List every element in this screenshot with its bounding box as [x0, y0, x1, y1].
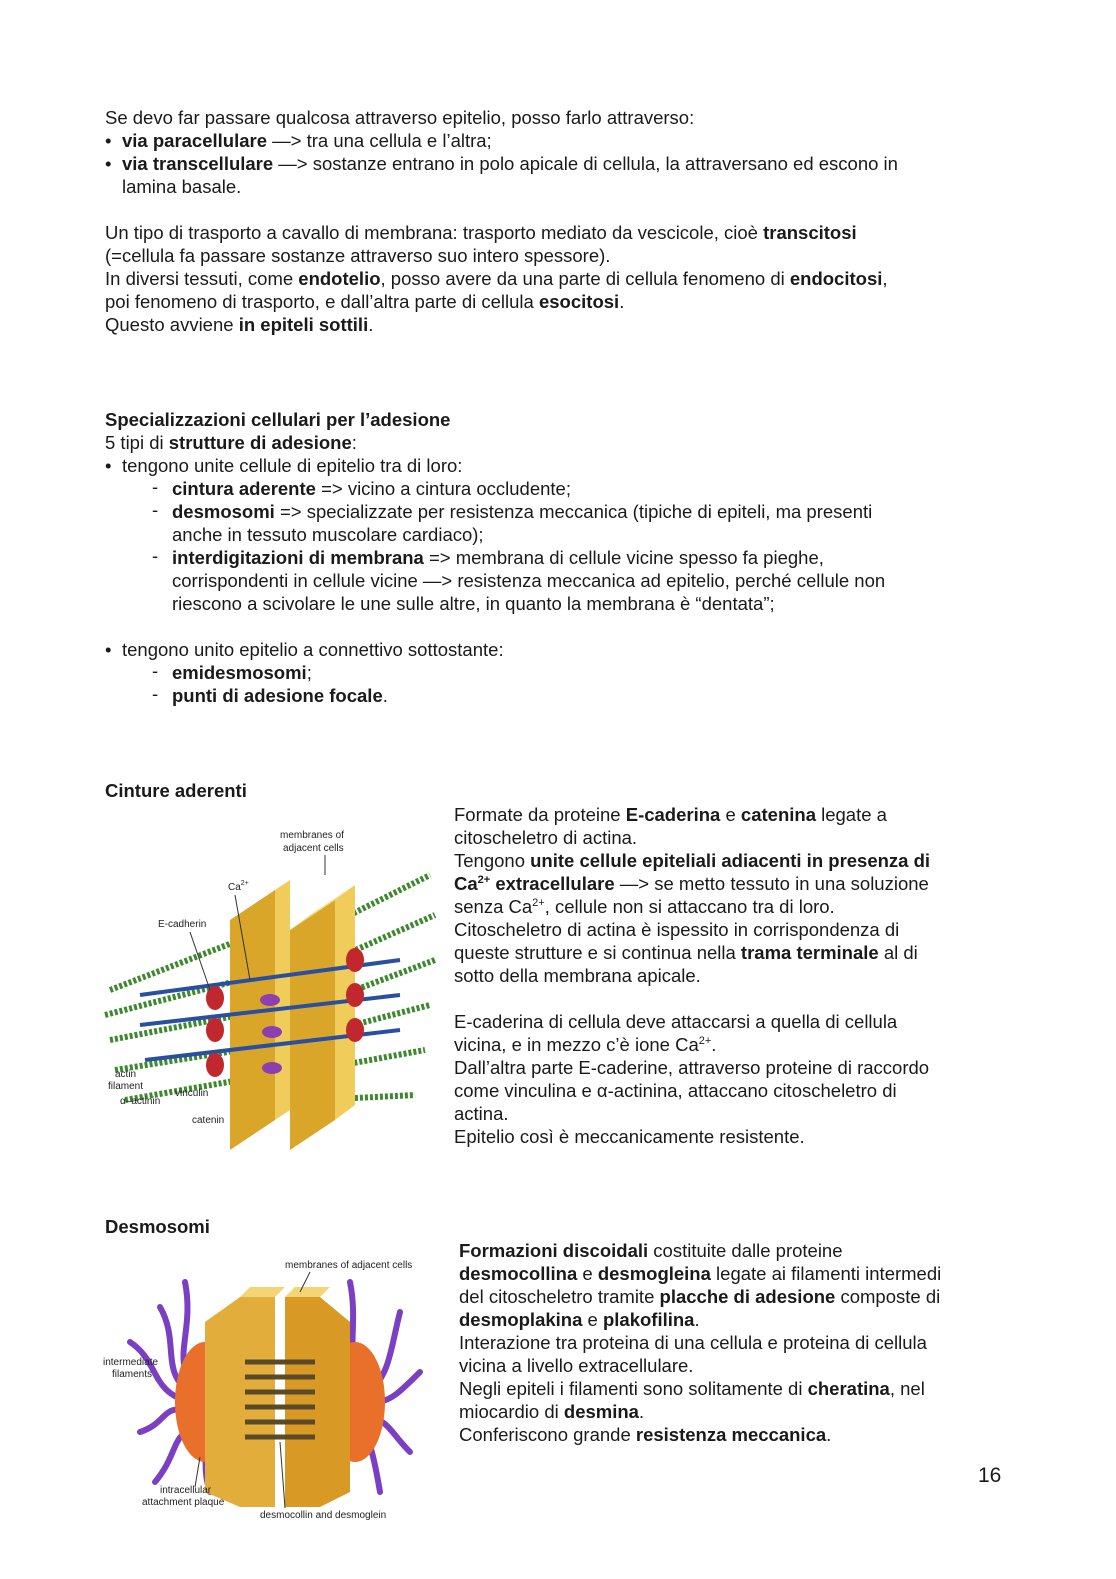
label-filaments: filaments	[112, 1369, 153, 1380]
label-intracellular: intracellular	[160, 1485, 212, 1496]
item-emidesmosomi: - emidesmosomi;	[105, 661, 1005, 684]
label-intermediate: intermediate	[103, 1357, 159, 1368]
cinture-text: Formate da proteine E-caderina e catenina legate a citoscheletro di actina. Tengono unite cellule epiteliali adiacenti in presenza di $Ca^{2+}$ extracellulare —> se metto tessuto in una soluzione senza $Ca^{2+}$, cellule non si attaccano tra di loro. Citoscheletro di actina è ispessito in corrispondenza di queste strutture e si continua nella trama terminale al di sotto della membrana apicale. E-caderina di cellula deve attaccarsi a quella di cellula vicina, e in mezzo c’è ione $Ca^{2+}$. Dall’altra parte E-caderine, attraverso proteine di raccordo come vinculina e α-actinina, attaccano citoscheletro di actina. Epitelio così è meccanicamente resistente.	[454, 804, 931, 1147]
label-ca: $Ca^{2+}$	[228, 880, 249, 893]
page-number: 16	[978, 1464, 1002, 1487]
label-e-cadherin: E-cadherin	[158, 919, 207, 930]
bullet-connettivo: • tengono unito epitelio a connettivo sottostante:	[105, 638, 1005, 661]
item-adesione-focale: - punti di adesione focale.	[105, 684, 1005, 707]
label-membranes-adjacent: membranes of adjacent cells	[285, 1260, 413, 1271]
label-alpha-actinin: α–actinin	[120, 1096, 161, 1107]
transcitosi-paragraph: Un tipo di trasporto a cavallo di membrana: trasporto mediato da vescicole, cioè transcitosi (=cellula fa passare sostanze attraverso suo intero spessore). In diversi tessuti, come endotelio, posso avere da una parte di cellula fenomeno di endocitosi, poi fenomeno di trasporto, e dall’altra parte di cellula esocitosi. Questo avviene in epiteli sottili.	[105, 222, 888, 335]
desmosome-figure	[100, 1252, 440, 1527]
item-cintura-aderente: - cintura aderente => vicino a cintura occludente;	[105, 477, 1005, 500]
label-filament: filament	[108, 1081, 144, 1092]
item-interdigitazioni: - interdigitazioni di membrana => membrana di cellule vicine spesso fa pieghe, corrispondenti in cellule vicine —> resistenza meccanica ad epitelio, perché cellule non riescono a scivolare le une sulle altre, in quanto la membrana è “dentata”;	[105, 546, 1005, 615]
adesione-heading: Specializzazioni cellulari per l’adesione	[105, 409, 451, 430]
label-actin: actin	[115, 1069, 137, 1080]
cinture-heading: Cinture aderenti	[105, 780, 247, 801]
bullet-paracellular: • via paracellulare —> tra una cellula e l’altra;	[105, 129, 1005, 152]
label-catenin: catenin	[192, 1115, 225, 1126]
intro-section	[105, 106, 1005, 336]
desmosomi-heading: Desmosomi	[105, 1216, 210, 1237]
bullet-tra-loro: • tengono unite cellule di epitelio tra di loro:	[105, 454, 1005, 477]
bullet-transcellular: • via transcellulare —> sostanze entrano in polo apicale di cellula, la attraversano ed escono in lamina basale.	[105, 152, 1005, 198]
desmosomi-text: Formazioni discoidali costituite dalle proteine desmocollina e desmogleina legate ai filamenti intermedi del citoscheletro tramite placche di adesione composte di desmoplakina e plakofilina. Interazione tra proteina di una cellula e proteina di cellula vicina a livello extracellulare. Negli epiteli i filamenti sono solitamente di cheratina, nel miocardio di desmina. Conferiscono grande resistenza meccanica.	[459, 1240, 942, 1445]
adesione-intro: 5 tipi di strutture di adesione:	[105, 432, 357, 453]
label-vinculin: vinculin	[175, 1088, 209, 1099]
label-adjacent-cells: adjacent cells	[283, 843, 344, 854]
intro-line: Se devo far passare qualcosa attraverso epitelio, posso farlo attraverso:	[105, 107, 695, 128]
label-membranes: membranes of	[280, 830, 344, 841]
desmosome-membranes	[205, 1287, 350, 1507]
item-desmosomi: - desmosomi => specializzate per resistenza meccanica (tipiche di epiteli, ma presenti anche in tessuto muscolare cardiaco);	[105, 500, 1005, 546]
adesione-section	[105, 408, 1005, 707]
membrane-right	[290, 885, 355, 1150]
adherens-junction-figure	[100, 820, 445, 1155]
label-desmocollin: desmocollin and desmoglein	[260, 1510, 387, 1521]
label-attachment-plaque: attachment plaque	[142, 1497, 225, 1508]
